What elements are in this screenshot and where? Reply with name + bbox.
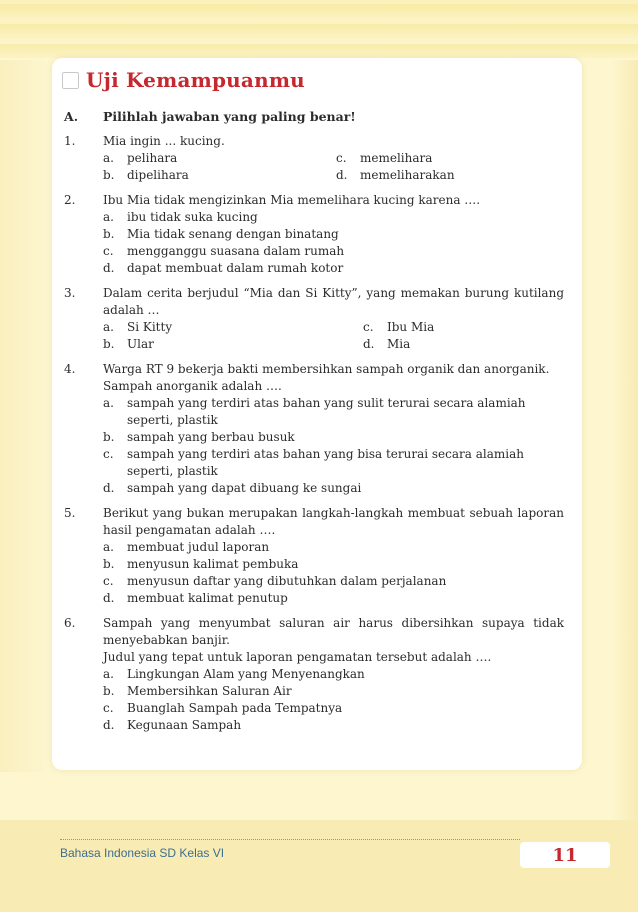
option-letter: c. bbox=[103, 574, 114, 588]
option-letter: c. bbox=[103, 244, 114, 258]
question-text: Judul yang tepat untuk laporan pengamatan tersebut adalah …. bbox=[103, 650, 492, 664]
decor-stripe bbox=[0, 24, 638, 38]
option-letter: a. bbox=[103, 667, 114, 681]
option-text: pelihara bbox=[127, 151, 178, 165]
option-text: memelihara bbox=[360, 151, 433, 165]
option-letter: c. bbox=[336, 151, 347, 165]
option[interactable] bbox=[363, 319, 564, 336]
option-letter: d. bbox=[103, 261, 115, 275]
option-text: sampah yang dapat dibuang ke sungai bbox=[127, 481, 362, 495]
question-text: Mia ingin ... kucing. bbox=[103, 134, 225, 148]
option-letter: d. bbox=[363, 337, 375, 351]
section-label: A. bbox=[64, 109, 79, 124]
option[interactable] bbox=[103, 336, 363, 353]
question-4 bbox=[64, 361, 564, 497]
option[interactable] bbox=[103, 167, 336, 184]
option-text: memeliharakan bbox=[360, 168, 455, 182]
footer-divider bbox=[60, 839, 520, 840]
option-letter: b. bbox=[103, 557, 115, 571]
question-number: 5. bbox=[64, 506, 76, 520]
option-letter: c. bbox=[103, 447, 114, 461]
decor-stripe bbox=[0, 44, 638, 58]
option-letter: d. bbox=[103, 718, 115, 732]
option[interactable] bbox=[103, 717, 564, 734]
option[interactable] bbox=[103, 666, 564, 683]
option-letter: b. bbox=[103, 684, 115, 698]
option[interactable] bbox=[103, 573, 564, 590]
option[interactable] bbox=[103, 556, 564, 573]
option-text: dipelihara bbox=[127, 168, 189, 182]
option-text: Buanglah Sampah pada Tempatnya bbox=[127, 701, 343, 715]
option-letter: c. bbox=[363, 320, 374, 334]
option-text: menyusun daftar yang dibutuhkan dalam perjalanan bbox=[127, 574, 447, 588]
option-letter: d. bbox=[336, 168, 348, 182]
option-letter: b. bbox=[103, 337, 115, 351]
option-letter: a. bbox=[103, 210, 114, 224]
option-text: Ular bbox=[127, 337, 154, 351]
option-letter: c. bbox=[103, 701, 114, 715]
question-text: Warga RT 9 bekerja bakti membersihkan sampah organik dan anorganik. bbox=[103, 362, 550, 376]
option-letter: d. bbox=[103, 591, 115, 605]
footer-book-title: Bahasa Indonesia SD Kelas VI bbox=[60, 846, 225, 860]
question-1 bbox=[64, 133, 564, 184]
question-number: 4. bbox=[64, 362, 76, 376]
question-6 bbox=[64, 615, 564, 734]
section-heading bbox=[64, 108, 564, 125]
question-text: Sampah anorganik adalah …. bbox=[103, 379, 282, 393]
option-text: sampah yang terdiri atas bahan yang bisa terurai secara alamiah seperti, plastik bbox=[127, 447, 524, 478]
option-letter: d. bbox=[103, 481, 115, 495]
option-text: sampah yang terdiri atas bahan yang sulit terurai secara alamiah seperti, plastik bbox=[127, 396, 526, 427]
option[interactable] bbox=[103, 243, 564, 260]
option-text: Membersihkan Saluran Air bbox=[127, 684, 292, 698]
question-text: Dalam cerita berjudul “Mia dan Si Kitty”, yang memakan burung kutilang adalah … bbox=[103, 286, 564, 317]
option[interactable] bbox=[336, 150, 564, 167]
option[interactable] bbox=[103, 226, 564, 243]
option-text: mengganggu suasana dalam rumah bbox=[127, 244, 345, 258]
question-5 bbox=[64, 505, 564, 607]
option-letter: a. bbox=[103, 396, 114, 410]
option-letter: a. bbox=[103, 151, 114, 165]
option-text: Ibu Mia bbox=[387, 320, 435, 334]
option[interactable] bbox=[103, 150, 336, 167]
question-text: Sampah yang menyumbat saluran air harus dibersihkan supaya tidak menyebabkan banjir. bbox=[103, 616, 564, 647]
question-number: 2. bbox=[64, 193, 76, 207]
option[interactable] bbox=[103, 480, 564, 497]
option-letter: a. bbox=[103, 320, 114, 334]
option-text: Si Kitty bbox=[127, 320, 173, 334]
option[interactable] bbox=[103, 700, 564, 717]
option-text: Mia tidak senang dengan binatang bbox=[127, 227, 339, 241]
question-text: Berikut yang bukan merupakan langkah-langkah membuat sebuah laporan hasil pengamatan adalah …. bbox=[103, 506, 564, 537]
option[interactable] bbox=[103, 209, 564, 226]
option-text: ibu tidak suka kucing bbox=[127, 210, 258, 224]
question-number: 3. bbox=[64, 286, 76, 300]
option[interactable] bbox=[103, 395, 564, 429]
option-letter: a. bbox=[103, 540, 114, 554]
option-letter: b. bbox=[103, 430, 115, 444]
section-instruction: Pilihlah jawaban yang paling benar! bbox=[103, 109, 356, 124]
option-text: Lingkungan Alam yang Menyenangkan bbox=[127, 667, 365, 681]
option[interactable] bbox=[336, 167, 564, 184]
page-title: Uji Kemampuanmu bbox=[86, 68, 305, 92]
option-text: Mia bbox=[387, 337, 411, 351]
option[interactable] bbox=[103, 260, 564, 277]
option[interactable] bbox=[103, 539, 564, 556]
question-number: 6. bbox=[64, 616, 76, 630]
question-2 bbox=[64, 192, 564, 277]
option-text: Kegunaan Sampah bbox=[127, 718, 242, 732]
option[interactable] bbox=[103, 446, 564, 480]
option[interactable] bbox=[103, 590, 564, 607]
option[interactable] bbox=[103, 429, 564, 446]
checkbox-icon bbox=[62, 72, 79, 89]
option-letter: b. bbox=[103, 168, 115, 182]
decor-stripe bbox=[0, 4, 638, 18]
option-letter: b. bbox=[103, 227, 115, 241]
side-decor bbox=[0, 60, 50, 772]
option-text: dapat membuat dalam rumah kotor bbox=[127, 261, 344, 275]
question-text: Ibu Mia tidak mengizinkan Mia memelihara kucing karena …. bbox=[103, 193, 481, 207]
page-number: 11 bbox=[520, 842, 610, 868]
right-decor bbox=[612, 60, 638, 820]
option[interactable] bbox=[103, 683, 564, 700]
question-number: 1. bbox=[64, 134, 76, 148]
question-3 bbox=[64, 285, 564, 353]
question-list bbox=[64, 108, 564, 734]
option-text: membuat judul laporan bbox=[127, 540, 270, 554]
title-row bbox=[62, 64, 305, 96]
option-text: menyusun kalimat pembuka bbox=[127, 557, 299, 571]
option[interactable] bbox=[363, 336, 564, 353]
option-text: sampah yang berbau busuk bbox=[127, 430, 295, 444]
option[interactable] bbox=[103, 319, 363, 336]
option-text: membuat kalimat penutup bbox=[127, 591, 288, 605]
